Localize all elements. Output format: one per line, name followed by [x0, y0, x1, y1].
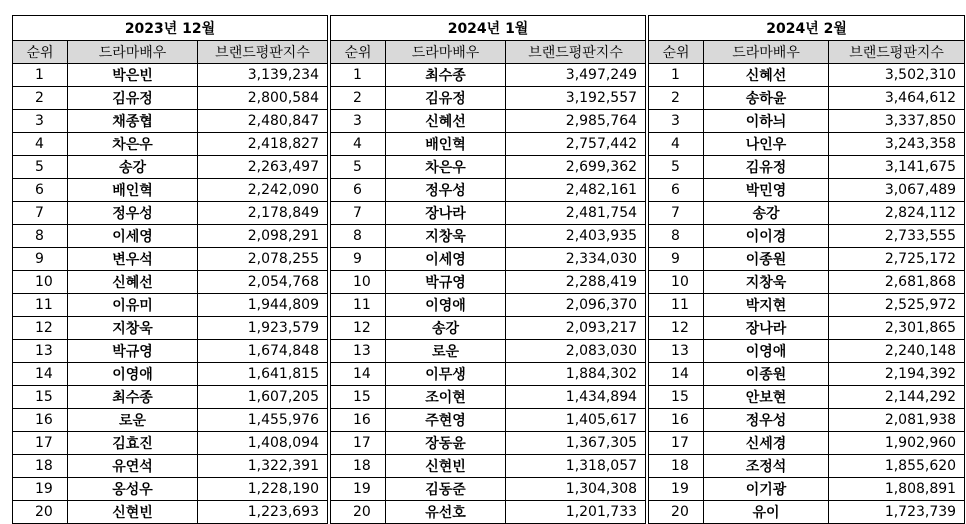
actor-name-cell: 차은우: [68, 133, 198, 156]
table-row: [649, 409, 965, 432]
actor-name-cell: 이유미: [68, 294, 198, 317]
rank-cell: 1: [649, 64, 704, 87]
rank-cell: 8: [13, 225, 68, 248]
score-cell: 2,525,972: [829, 294, 965, 317]
rank-header: 순위: [331, 41, 386, 64]
actor-name-cell: 차은우: [386, 156, 506, 179]
table-row: [649, 64, 965, 87]
rank-cell: 4: [649, 133, 704, 156]
rank-cell: 15: [13, 386, 68, 409]
score-cell: 2,334,030: [506, 248, 646, 271]
rank-cell: 11: [13, 294, 68, 317]
table-row: [331, 179, 646, 202]
actor-name-cell: 지창욱: [386, 225, 506, 248]
score-cell: 1,322,391: [198, 455, 328, 478]
table-row: [331, 386, 646, 409]
rank-cell: 16: [331, 409, 386, 432]
table-row: [649, 271, 965, 294]
table-row: [13, 248, 328, 271]
score-cell: 3,337,850: [829, 110, 965, 133]
header-row: [331, 41, 646, 64]
score-cell: 2,083,030: [506, 340, 646, 363]
rank-cell: 20: [331, 501, 386, 524]
score-cell: 1,318,057: [506, 455, 646, 478]
score-cell: 2,757,442: [506, 133, 646, 156]
score-header: 브랜드평판지수: [829, 41, 965, 64]
actor-name-cell: 신세경: [704, 432, 829, 455]
rank-cell: 13: [649, 340, 704, 363]
actor-name-cell: 이영애: [68, 363, 198, 386]
table-row: [649, 340, 965, 363]
header-row: [649, 41, 965, 64]
rank-cell: 12: [649, 317, 704, 340]
table-row: [649, 87, 965, 110]
score-cell: 1,884,302: [506, 363, 646, 386]
score-cell: 2,681,868: [829, 271, 965, 294]
table-row: [13, 64, 328, 87]
score-cell: 2,418,827: [198, 133, 328, 156]
actor-name-cell: 최수종: [386, 64, 506, 87]
table-row: [649, 156, 965, 179]
table-title: 2024년 2월: [649, 16, 965, 41]
table-row: [13, 110, 328, 133]
actor-name-cell: 로운: [386, 340, 506, 363]
actor-name-cell: 옹성우: [68, 478, 198, 501]
table-row: [13, 202, 328, 225]
rank-cell: 6: [13, 179, 68, 202]
actor-name-cell: 박규영: [386, 271, 506, 294]
actor-name-cell: 신혜선: [68, 271, 198, 294]
actor-name-cell: 최수종: [68, 386, 198, 409]
score-cell: 2,098,291: [198, 225, 328, 248]
score-cell: 2,081,938: [829, 409, 965, 432]
table-row: [331, 432, 646, 455]
score-cell: 2,733,555: [829, 225, 965, 248]
table-title: 2023년 12월: [13, 16, 328, 41]
actor-name-cell: 변우석: [68, 248, 198, 271]
table-row: [13, 386, 328, 409]
actor-name-cell: 조이현: [386, 386, 506, 409]
score-cell: 2,178,849: [198, 202, 328, 225]
score-cell: 2,288,419: [506, 271, 646, 294]
rank-cell: 10: [649, 271, 704, 294]
rank-cell: 3: [649, 110, 704, 133]
name-header: 드라마배우: [386, 41, 506, 64]
rank-cell: 17: [13, 432, 68, 455]
table-row: [331, 64, 646, 87]
table-row: [649, 478, 965, 501]
rank-cell: 19: [649, 478, 704, 501]
score-header: 브랜드평판지수: [506, 41, 646, 64]
table-row: [13, 501, 328, 524]
rank-cell: 11: [331, 294, 386, 317]
rank-cell: 1: [13, 64, 68, 87]
table-row: [649, 179, 965, 202]
actor-name-cell: 신현빈: [386, 455, 506, 478]
rank-cell: 11: [649, 294, 704, 317]
score-cell: 2,093,217: [506, 317, 646, 340]
rank-cell: 14: [331, 363, 386, 386]
rank-cell: 9: [13, 248, 68, 271]
rank-cell: 16: [13, 409, 68, 432]
score-cell: 3,141,675: [829, 156, 965, 179]
score-cell: 3,243,358: [829, 133, 965, 156]
rank-cell: 13: [13, 340, 68, 363]
actor-name-cell: 송강: [386, 317, 506, 340]
table-row: [649, 317, 965, 340]
actor-name-cell: 유이: [704, 501, 829, 524]
actor-name-cell: 박규영: [68, 340, 198, 363]
table-row: [649, 363, 965, 386]
actor-name-cell: 신현빈: [68, 501, 198, 524]
score-cell: 2,725,172: [829, 248, 965, 271]
score-cell: 1,408,094: [198, 432, 328, 455]
score-cell: 2,403,935: [506, 225, 646, 248]
rank-cell: 20: [13, 501, 68, 524]
score-cell: 2,194,392: [829, 363, 965, 386]
score-cell: 1,405,617: [506, 409, 646, 432]
actor-name-cell: 김유정: [704, 156, 829, 179]
rank-cell: 1: [331, 64, 386, 87]
actor-name-cell: 이세영: [68, 225, 198, 248]
table-row: [13, 409, 328, 432]
table-row: [13, 156, 328, 179]
actor-name-cell: 송하윤: [704, 87, 829, 110]
rank-cell: 4: [331, 133, 386, 156]
table-row: [13, 317, 328, 340]
score-cell: 1,674,848: [198, 340, 328, 363]
table-row: [13, 340, 328, 363]
table-row: [649, 248, 965, 271]
score-cell: 2,301,865: [829, 317, 965, 340]
rank-cell: 5: [649, 156, 704, 179]
score-cell: 2,054,768: [198, 271, 328, 294]
rank-cell: 10: [331, 271, 386, 294]
table-row: [649, 386, 965, 409]
actor-name-cell: 채종협: [68, 110, 198, 133]
actor-name-cell: 지창욱: [704, 271, 829, 294]
rank-cell: 9: [649, 248, 704, 271]
score-cell: 3,502,310: [829, 64, 965, 87]
score-cell: 1,607,205: [198, 386, 328, 409]
rank-cell: 7: [331, 202, 386, 225]
table-row: [649, 133, 965, 156]
rank-cell: 10: [13, 271, 68, 294]
actor-name-cell: 주현영: [386, 409, 506, 432]
rank-cell: 2: [13, 87, 68, 110]
table-row: [331, 317, 646, 340]
table-row: [331, 271, 646, 294]
score-cell: 1,367,305: [506, 432, 646, 455]
rank-cell: 16: [649, 409, 704, 432]
actor-name-cell: 이영애: [704, 340, 829, 363]
score-cell: 1,902,960: [829, 432, 965, 455]
actor-name-cell: 장나라: [704, 317, 829, 340]
table-row: [331, 455, 646, 478]
actor-name-cell: 신혜선: [704, 64, 829, 87]
rank-cell: 5: [331, 156, 386, 179]
actor-name-cell: 이영애: [386, 294, 506, 317]
score-cell: 2,078,255: [198, 248, 328, 271]
score-cell: 2,800,584: [198, 87, 328, 110]
rank-cell: 3: [13, 110, 68, 133]
score-cell: 1,944,809: [198, 294, 328, 317]
table-row: [13, 133, 328, 156]
table-row: [649, 501, 965, 524]
rank-cell: 17: [649, 432, 704, 455]
actor-name-cell: 이이경: [704, 225, 829, 248]
actor-name-cell: 송강: [68, 156, 198, 179]
table-row: [331, 248, 646, 271]
score-cell: 1,641,815: [198, 363, 328, 386]
rank-cell: 19: [13, 478, 68, 501]
rank-cell: 19: [331, 478, 386, 501]
score-cell: 2,824,112: [829, 202, 965, 225]
score-cell: 2,481,754: [506, 202, 646, 225]
actor-name-cell: 박민영: [704, 179, 829, 202]
table-row: [13, 294, 328, 317]
table-row: [13, 225, 328, 248]
rank-cell: 7: [13, 202, 68, 225]
name-header: 드라마배우: [68, 41, 198, 64]
table-row: [331, 156, 646, 179]
rank-header: 순위: [13, 41, 68, 64]
actor-name-cell: 이종원: [704, 248, 829, 271]
table-row: [649, 225, 965, 248]
rank-cell: 15: [649, 386, 704, 409]
actor-name-cell: 이무생: [386, 363, 506, 386]
score-cell: 1,723,739: [829, 501, 965, 524]
actor-name-cell: 이세영: [386, 248, 506, 271]
table-row: [331, 501, 646, 524]
rank-cell: 18: [13, 455, 68, 478]
rank-header: 순위: [649, 41, 704, 64]
actor-name-cell: 정우성: [68, 202, 198, 225]
actor-name-cell: 김유정: [68, 87, 198, 110]
actor-name-cell: 이종원: [704, 363, 829, 386]
rank-cell: 8: [649, 225, 704, 248]
score-cell: 1,201,733: [506, 501, 646, 524]
table-2023-12: [12, 15, 328, 524]
table-row: [331, 225, 646, 248]
table-row: [331, 110, 646, 133]
actor-name-cell: 유선호: [386, 501, 506, 524]
rank-cell: 17: [331, 432, 386, 455]
table-row: [13, 478, 328, 501]
header-row: [13, 41, 328, 64]
rank-cell: 9: [331, 248, 386, 271]
table-row: [331, 294, 646, 317]
table-row: [13, 179, 328, 202]
score-cell: 2,144,292: [829, 386, 965, 409]
actor-name-cell: 배인혁: [386, 133, 506, 156]
score-header: 브랜드평판지수: [198, 41, 328, 64]
score-cell: 3,067,489: [829, 179, 965, 202]
actor-name-cell: 유연석: [68, 455, 198, 478]
score-cell: 2,263,497: [198, 156, 328, 179]
table-row: [331, 363, 646, 386]
score-cell: 1,304,308: [506, 478, 646, 501]
score-cell: 3,464,612: [829, 87, 965, 110]
ranking-tables: [12, 15, 965, 524]
table-title: 2024년 1월: [331, 16, 646, 41]
rank-cell: 13: [331, 340, 386, 363]
table-row: [13, 87, 328, 110]
actor-name-cell: 조정석: [704, 455, 829, 478]
rank-cell: 2: [331, 87, 386, 110]
table-row: [13, 363, 328, 386]
actor-name-cell: 이기광: [704, 478, 829, 501]
rank-cell: 5: [13, 156, 68, 179]
table-row: [13, 455, 328, 478]
score-cell: 3,139,234: [198, 64, 328, 87]
rank-cell: 14: [13, 363, 68, 386]
rank-cell: 7: [649, 202, 704, 225]
score-cell: 3,497,249: [506, 64, 646, 87]
table-row: [649, 294, 965, 317]
rank-cell: 12: [331, 317, 386, 340]
table-row: [331, 409, 646, 432]
score-cell: 1,228,190: [198, 478, 328, 501]
score-cell: 2,482,161: [506, 179, 646, 202]
actor-name-cell: 박은빈: [68, 64, 198, 87]
actor-name-cell: 배인혁: [68, 179, 198, 202]
actor-name-cell: 정우성: [704, 409, 829, 432]
table-row: [649, 202, 965, 225]
rank-cell: 18: [649, 455, 704, 478]
score-cell: 1,855,620: [829, 455, 965, 478]
rank-cell: 18: [331, 455, 386, 478]
table-row: [331, 202, 646, 225]
score-cell: 2,699,362: [506, 156, 646, 179]
table-row: [649, 432, 965, 455]
table-row: [649, 110, 965, 133]
rank-cell: 6: [331, 179, 386, 202]
name-header: 드라마배우: [704, 41, 829, 64]
score-cell: 1,223,693: [198, 501, 328, 524]
table-row: [331, 133, 646, 156]
table-2024-02: [648, 15, 965, 524]
actor-name-cell: 김효진: [68, 432, 198, 455]
table-row: [331, 478, 646, 501]
actor-name-cell: 송강: [704, 202, 829, 225]
rank-cell: 14: [649, 363, 704, 386]
rank-cell: 6: [649, 179, 704, 202]
score-cell: 1,808,891: [829, 478, 965, 501]
score-cell: 2,242,090: [198, 179, 328, 202]
score-cell: 2,240,148: [829, 340, 965, 363]
actor-name-cell: 장동윤: [386, 432, 506, 455]
rank-cell: 20: [649, 501, 704, 524]
actor-name-cell: 지창욱: [68, 317, 198, 340]
actor-name-cell: 신혜선: [386, 110, 506, 133]
actor-name-cell: 김유정: [386, 87, 506, 110]
score-cell: 3,192,557: [506, 87, 646, 110]
rank-cell: 4: [13, 133, 68, 156]
score-cell: 2,480,847: [198, 110, 328, 133]
actor-name-cell: 이하늬: [704, 110, 829, 133]
score-cell: 2,096,370: [506, 294, 646, 317]
rank-cell: 3: [331, 110, 386, 133]
actor-name-cell: 김동준: [386, 478, 506, 501]
table-row: [331, 340, 646, 363]
table-row: [13, 432, 328, 455]
rank-cell: 15: [331, 386, 386, 409]
actor-name-cell: 로운: [68, 409, 198, 432]
rank-cell: 12: [13, 317, 68, 340]
actor-name-cell: 안보현: [704, 386, 829, 409]
rank-cell: 8: [331, 225, 386, 248]
rank-cell: 2: [649, 87, 704, 110]
score-cell: 1,923,579: [198, 317, 328, 340]
table-2024-01: [330, 15, 646, 524]
table-row: [13, 271, 328, 294]
score-cell: 1,434,894: [506, 386, 646, 409]
actor-name-cell: 장나라: [386, 202, 506, 225]
actor-name-cell: 정우성: [386, 179, 506, 202]
actor-name-cell: 박지현: [704, 294, 829, 317]
score-cell: 1,455,976: [198, 409, 328, 432]
table-row: [649, 455, 965, 478]
table-row: [331, 87, 646, 110]
actor-name-cell: 나인우: [704, 133, 829, 156]
score-cell: 2,985,764: [506, 110, 646, 133]
